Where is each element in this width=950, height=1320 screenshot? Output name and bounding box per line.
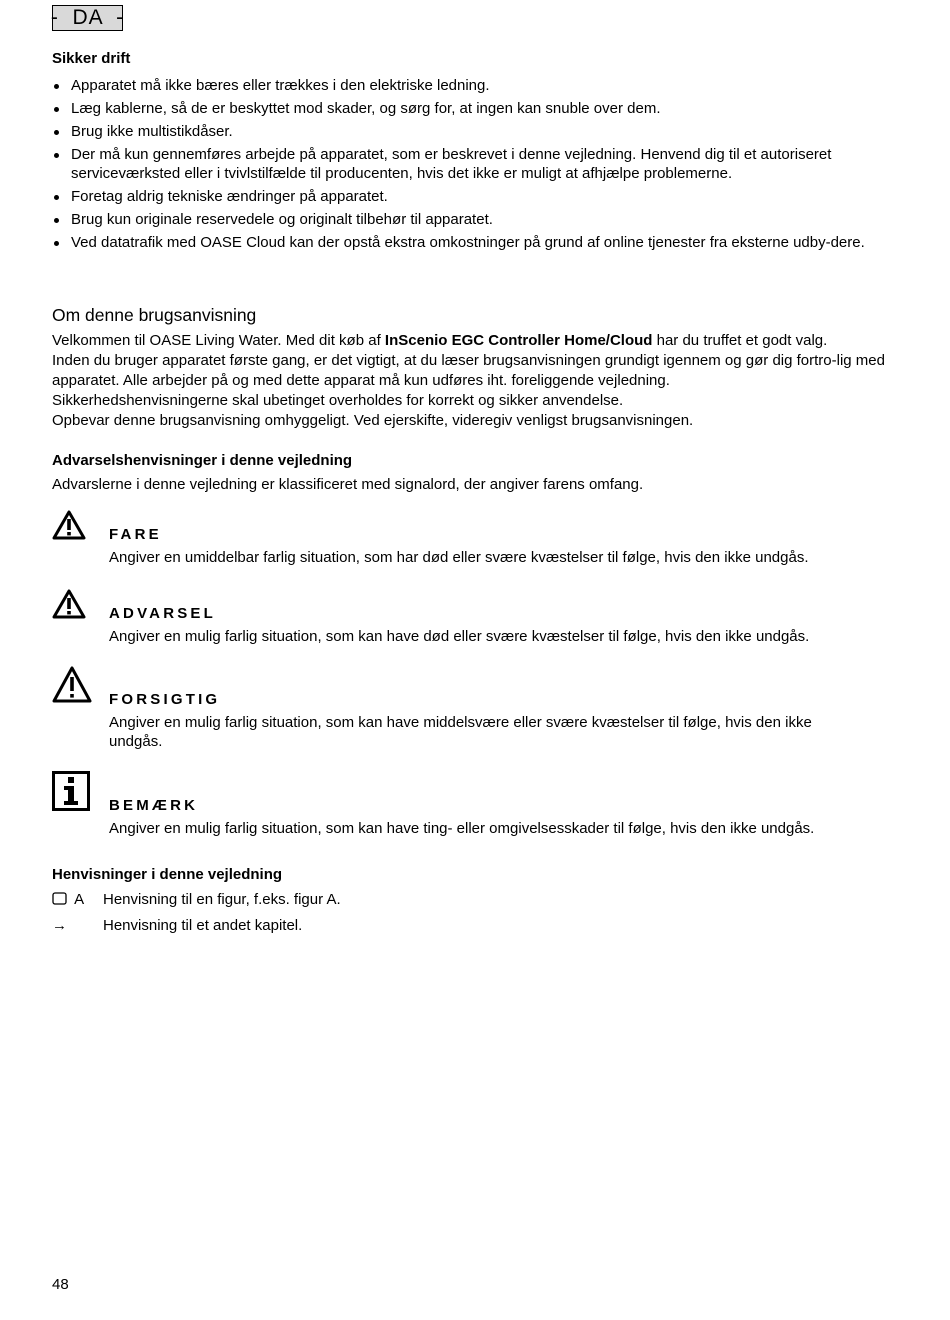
reference-chapter — [52, 917, 652, 937]
warning-triangle-icon — [52, 666, 92, 704]
list-item: Brug ikke multistikdåser. — [52, 123, 892, 142]
about-heading: Om denne brugsanvisning — [52, 305, 257, 325]
page-number: 48 — [52, 1276, 69, 1293]
warning-description: Angiver en mulig farlig situation, som kan have middelsvære eller svære kvæstelser til følge, hvis den ikke undgås. — [109, 714, 812, 750]
about-line-4: Opbevar denne brugsanvisning omhyggeligt. Ved ejerskifte, videregiv venligst brugsanvisningen. — [52, 412, 694, 429]
safety-list — [52, 77, 892, 257]
warning-description: Angiver en umiddelbar farlig situation, som har død eller svære kvæstelser til følge, hvis den ikke undgås. — [109, 549, 809, 566]
warning-fare — [52, 510, 892, 570]
list-item: Brug kun originale reservedele og originalt tilbehør til apparatet. — [52, 211, 892, 230]
list-item: Ved datatrafik med OASE Cloud kan der opstå ekstra omkostninger på grund af online tjenester fra eksterne udby-dere. — [52, 234, 892, 253]
list-item: Apparatet må ikke bæres eller trækkes i den elektriske ledning. — [52, 77, 892, 96]
about-text — [52, 331, 890, 431]
chapter-reference-text: Henvisning til et andet kapitel. — [103, 917, 303, 934]
warnings-heading: Advarselshenvisninger i denne vejledning — [52, 452, 353, 469]
warning-title: ADVARSEL — [109, 605, 216, 622]
warning-forsigtig — [52, 666, 892, 756]
warning-description: Angiver en mulig farlig situation, som kan have død eller svære kvæstelser til følge, hvis den ikke undgås. — [109, 628, 810, 645]
figure-reference-symbol: A — [52, 891, 84, 908]
list-item: Foretag aldrig tekniske ændringer på apparatet. — [52, 188, 892, 207]
warning-triangle-icon — [52, 510, 86, 540]
warning-description: Angiver en mulig farlig situation, som kan have ting- eller omgivelsesskader til følge, hvis den ikke undgås. — [109, 820, 815, 837]
info-icon — [52, 771, 90, 811]
about-line-1: Velkommen til OASE Living Water. Med dit køb af InScenio EGC Controller Home/Cloud har du truffet et godt valg. — [52, 332, 828, 349]
arrow-right-icon: → — [52, 917, 67, 934]
safety-heading: Sikker drift — [52, 50, 131, 67]
language-tag: - DA - — [50, 6, 125, 29]
list-item: Der må kun gennemføres arbejde på apparatet, som er beskrevet i denne vejledning. Henvend dig til et autoriseret serviceværksted eller i tvivlstilfælde til producenten, hvis det ikke er muligt at afhjælpe problemerne. — [52, 146, 892, 183]
warning-advarsel — [52, 589, 892, 649]
warning-title: FORSIGTIG — [109, 691, 221, 708]
figure-reference-text: Henvisning til en figur, f.eks. figur A. — [103, 891, 341, 908]
reference-figure — [52, 891, 652, 911]
warning-title: FARE — [109, 526, 162, 543]
warning-triangle-icon — [52, 589, 86, 619]
product-name: InScenio EGC Controller Home/Cloud — [384, 332, 653, 349]
about-line-3: Sikkerhedshenvisningerne skal ubetinget overholdes for korrekt og sikker anvendelse. — [52, 392, 624, 409]
warnings-intro: Advarslerne i denne vejledning er klassificeret med signalord, der angiver farens omfang. — [52, 476, 644, 493]
list-item: Læg kablerne, så de er beskyttet mod skader, og sørg for, at ingen kan snuble over dem. — [52, 100, 892, 119]
figure-box-icon — [52, 892, 67, 905]
warning-title: BEMÆRK — [109, 797, 199, 814]
about-line-2: Inden du bruger apparatet første gang, er det vigtigt, at du læser brugsanvisningen grundigt igennem og gør dig fortro-lig med apparatet. Alle arbejder på og med dette apparat må kun udføres iht. foreliggende vejledning. — [52, 352, 885, 389]
warning-bemaerk — [52, 771, 892, 841]
references-heading: Henvisninger i denne vejledning — [52, 866, 283, 883]
